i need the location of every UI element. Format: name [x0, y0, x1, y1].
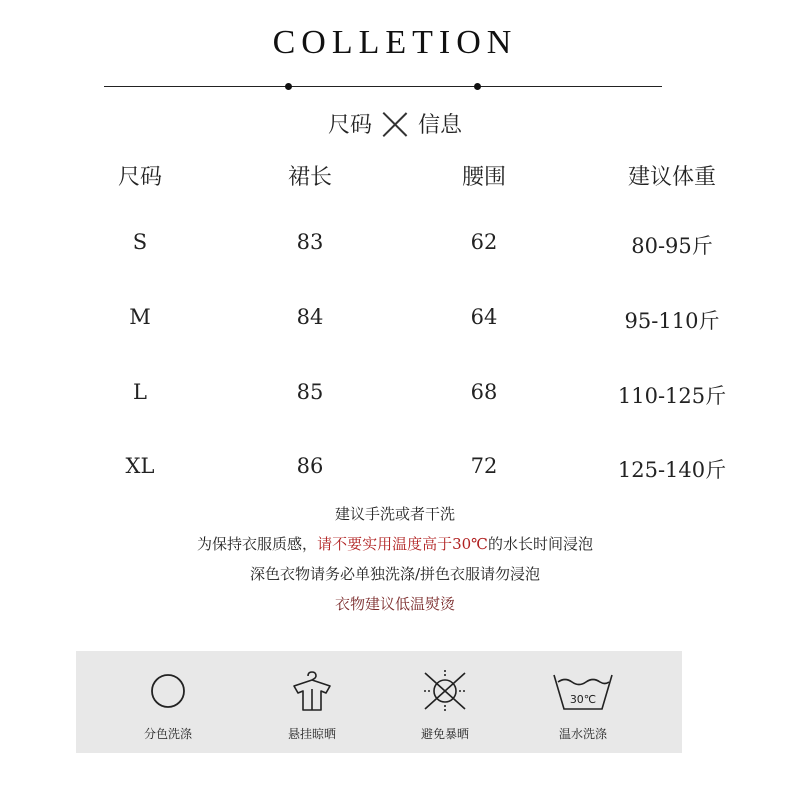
size-cell: XL: [125, 454, 155, 478]
care-item: [257, 669, 367, 742]
weight-cell: 80-95斤: [631, 234, 713, 258]
length-cell: 86: [296, 454, 324, 478]
weight-cell: 110-125斤: [617, 384, 727, 408]
waist-cell: 68: [470, 380, 498, 404]
subtitle-left: 尺码: [327, 113, 372, 138]
length-cell: 85: [296, 380, 324, 404]
note-line-2-suffix: 的水长时间浸泡: [487, 535, 593, 553]
column-header-waist: 腰围: [461, 165, 506, 190]
note-line-1: 建议手洗或者干洗: [334, 505, 455, 523]
subtitle-right: 信息: [418, 113, 463, 138]
weight-cell: 95-110斤: [624, 309, 720, 333]
hanging-dry-icon: [257, 669, 367, 713]
column-header-size: 尺码: [117, 165, 162, 190]
care-label: 避免暴晒: [420, 727, 469, 741]
care-label: 温水洗涤: [558, 727, 607, 741]
column-header-length: 裙长: [287, 165, 332, 190]
temperature-label: 30℃: [569, 693, 597, 706]
warm-wash-icon: [528, 669, 638, 713]
care-item: [528, 669, 638, 742]
note-line-2-prefix: 为保持衣服质感，: [197, 535, 318, 553]
note-line-4: 衣物建议低温熨烫: [334, 595, 455, 613]
care-icons-panel: [76, 651, 682, 753]
size-cell: S: [132, 230, 148, 254]
size-cell: L: [133, 380, 147, 404]
care-item: [113, 669, 223, 742]
waist-cell: 64: [470, 305, 498, 329]
weight-cell: 125-140斤: [617, 458, 727, 482]
circle-wash-icon: [113, 669, 223, 713]
waist-cell: 72: [470, 454, 498, 478]
length-cell: 84: [296, 305, 324, 329]
length-cell: 83: [296, 230, 324, 254]
care-label: 分色洗涤: [143, 727, 192, 741]
waist-cell: 62: [470, 230, 498, 254]
care-notes: [0, 503, 790, 623]
size-cell: M: [129, 305, 151, 329]
care-item: [390, 669, 500, 742]
note-line-3: 深色衣物请务必单独洗涤/拼色衣服请勿浸泡: [249, 565, 541, 583]
no-sun-icon: [390, 669, 500, 713]
care-label: 悬挂晾晒: [287, 727, 336, 741]
page-title: COLLETION: [272, 24, 518, 61]
note-line-2: [0, 533, 790, 563]
column-header-weight: 建议体重: [627, 165, 716, 190]
note-line-2-warning: 请不要实用温度高于30℃: [317, 535, 488, 553]
